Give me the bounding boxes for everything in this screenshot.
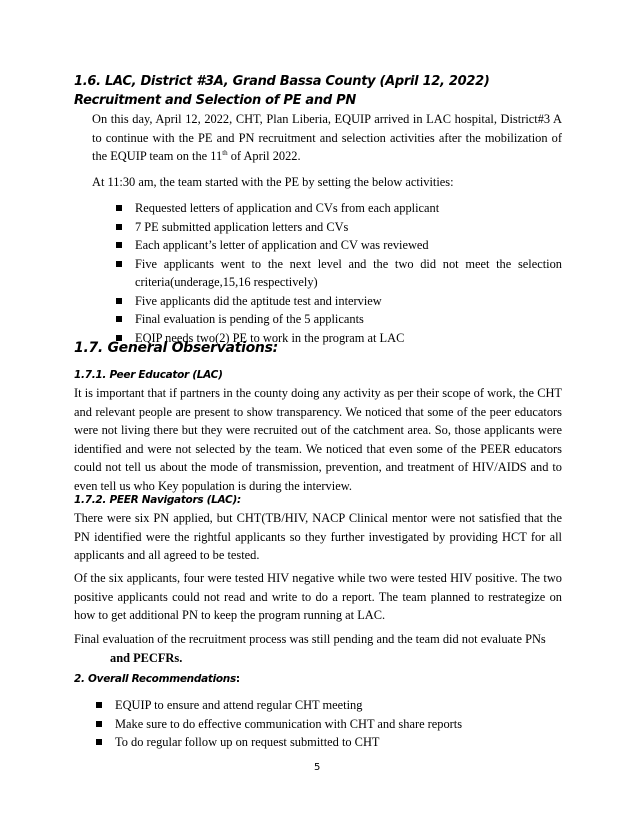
section-1-6-paragraph-2: At 11:30 am, the team started with the PE by setting the below activities:: [92, 175, 454, 189]
section-2-heading-text: 2. Overall Recommendations: [74, 673, 236, 685]
subsection-1-7-2-paragraph-3: [74, 630, 562, 667]
list-item: Make sure to do effective communication with CHT and share reports: [92, 715, 562, 734]
list-item: Requested letters of application and CVs from each applicant: [112, 199, 562, 218]
list-item: EQIP needs two(2) PE to work in the program at LAC: [112, 329, 562, 348]
list-item: Five applicants went to the next level and the two did not meet the selection criteria(underage,15,16 respectively): [112, 255, 562, 292]
subsection-1-7-1-paragraph: It is important that if partners in the county doing any activity as per their scope of work, the CHT and relevant people are present to show transparency. We noticed that some of the peer educators were not living there but they were recruited out of the catchment area. So, those applicants were identified and were not selected by the team. We noticed that even some of the PEER educators could not tell us about the mode of transmission, prevention, and treatment of HIV/AIDS and to even tell us who Key population is during the interview.: [74, 386, 562, 493]
para1-text-b: of April 2022.: [227, 149, 301, 163]
list-item: Five applicants did the aptitude test and interview: [112, 292, 562, 311]
subsection-1-7-2-heading: 1.7.2. PEER Navigators (LAC):: [74, 494, 241, 506]
section-2-heading: [74, 673, 240, 685]
subsection-1-7-2-paragraph-1: There were six PN applied, but CHT(TB/HIV, NACP Clinical mentor were not satisfied that the PN identified were the rightful applicants so they further investigated by providing HCT for all applicants and all agreed to be tested.: [74, 511, 562, 562]
paragraph-3-bold-text: and PECFRs.: [110, 650, 183, 665]
activities-bullet-list: [112, 199, 562, 347]
section-2-heading-colon: :: [235, 673, 240, 685]
paragraph-3-text: Final evaluation of the recruitment process was still pending and the team did not evaluate PNs: [74, 632, 546, 646]
recommendations-bullet-list: [92, 696, 562, 752]
subsection-1-7-2-paragraph-2: Of the six applicants, four were tested HIV negative while two were tested HIV positive. The two positive applicants could not read and write to do a report. The team planned to restrategize on how to get additional PN to keep the program running at LAC.: [74, 571, 562, 622]
list-item: To do regular follow up on request submitted to CHT: [92, 733, 562, 752]
page-number: 5: [314, 762, 321, 773]
para1-text-a: On this day, April 12, 2022, CHT, Plan Liberia, EQUIP arrived in LAC hospital, District#3 A to continue with the PE and PN recruitment and selection activities after the mobilization of the EQUIP team on the 11: [92, 112, 562, 163]
list-item: Final evaluation is pending of the 5 applicants: [112, 310, 562, 329]
section-1-7-heading: 1.7. General Observations:: [74, 340, 278, 356]
para1-superscript: th: [222, 148, 228, 157]
section-1-6-paragraph-1: [92, 110, 562, 166]
list-item: 7 PE submitted application letters and CVs: [112, 218, 562, 237]
list-item: EQUIP to ensure and attend regular CHT meeting: [92, 696, 562, 715]
subsection-1-7-1-heading: 1.7.1. Peer Educator (LAC): [74, 369, 223, 381]
list-item: Each applicant’s letter of application and CV was reviewed: [112, 236, 562, 255]
section-1-6-heading: 1.6. LAC, District #3A, Grand Bassa County (April 12, 2022) Recruitment and Selection of PE and PN: [74, 74, 490, 108]
